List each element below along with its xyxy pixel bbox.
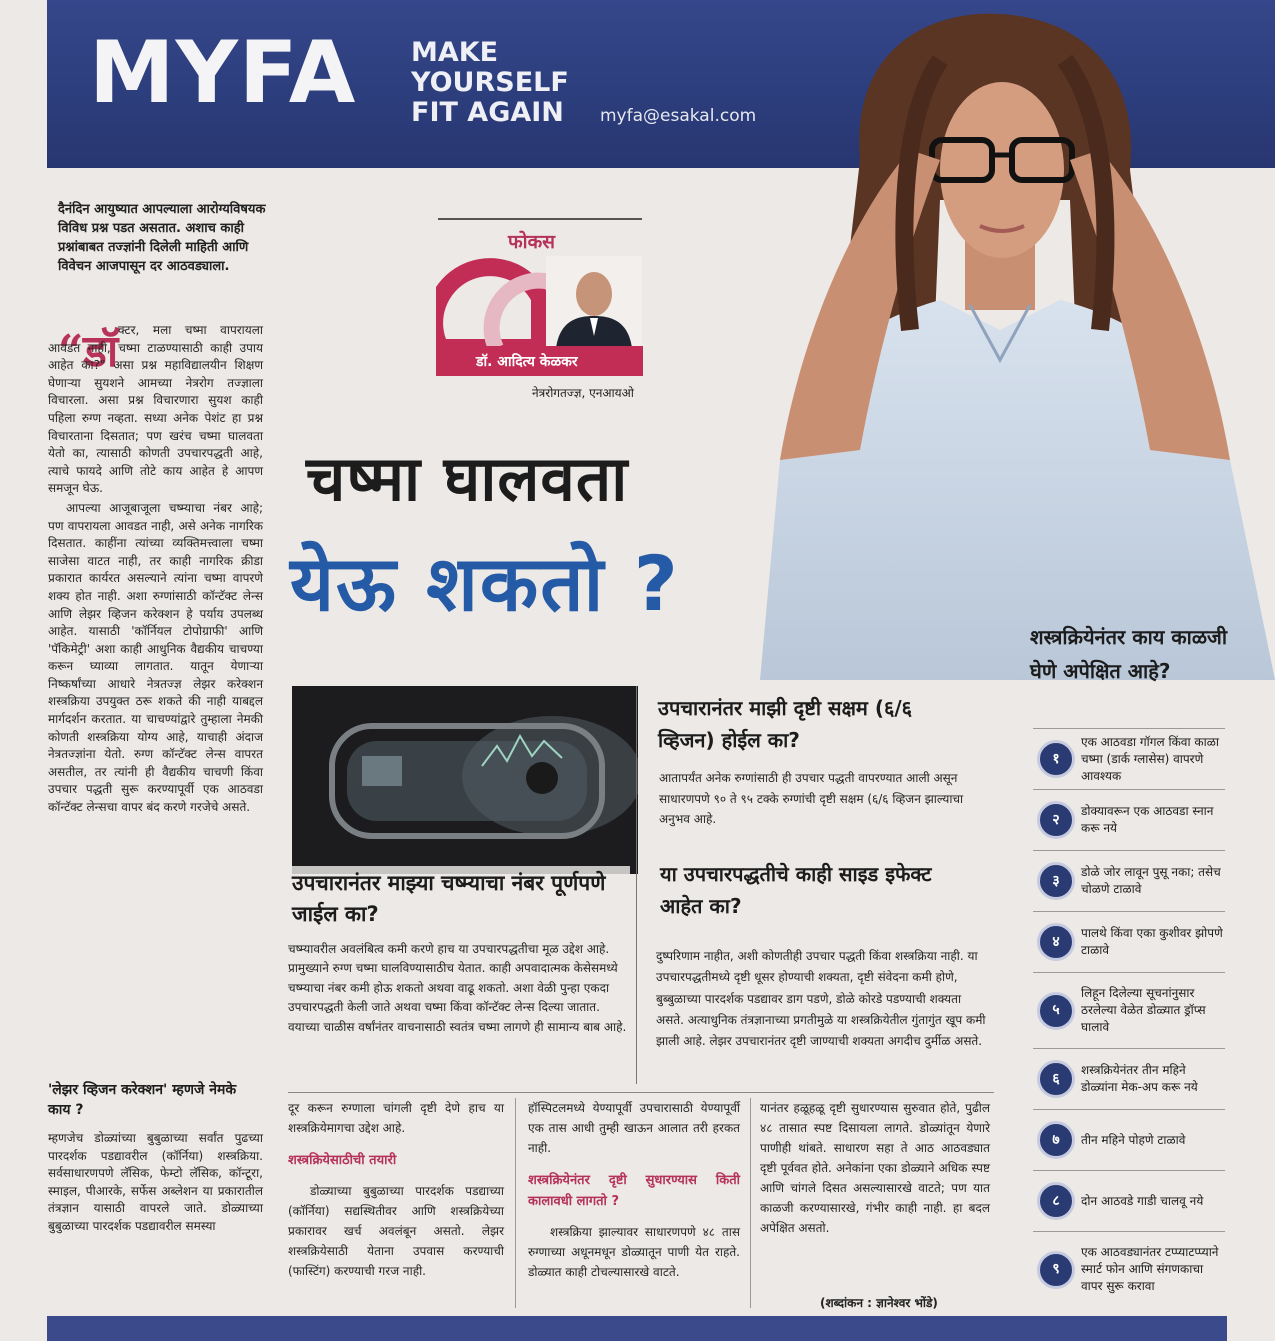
- author-name: डॉ. आदित्य केळकर: [436, 346, 643, 376]
- tip-number-badge: ९: [1037, 1251, 1075, 1289]
- tip-number-badge: ४: [1037, 923, 1075, 961]
- brand-logo: MYFA: [89, 23, 357, 123]
- focus-label: फोकस: [508, 231, 556, 253]
- tip-number-badge: ६: [1037, 1060, 1075, 1098]
- bottom-text: हॉस्पिटलमध्ये येण्यापूर्वी उपचारासाठी येण्यापूर्वी एक तास आधी तुम्ही खाऊन आलात तरी हरकत नाही.: [528, 1101, 740, 1155]
- tip-text: लिहून दिलेल्या सूचनांनुसार ठरलेल्या वेळेत डोळ्यात ड्रॉप्स घालावे: [1081, 986, 1206, 1034]
- tip-number-badge: ७: [1037, 1121, 1075, 1159]
- left-paragraph: आपल्या आजूबाजूला चष्म्याचा नंबर आहे; पण वापरायला आवडत नाही, असे अनेक नागरिक दिसतात. काहींना त्यांच्या व्यक्तिमत्त्वाला चष्मा साजेसा वाटत नाही, तर काही नागरिक क्रीडा प्रकारात कार्यरत असल्याने त्यांना चष्मा वापरणे शक्य होत नाही. अशा रुग्णांसाठी कॉन्टॅक्ट लेन्स आणि लेझर व्हिजन करेक्शन हे पर्याय उपलब्ध आहेत. यासाठी 'कॉर्नियल टोपोग्राफी' आणि 'पॅकिमेट्री' अशा काही आधुनिक वैद्यकीय चाचण्या करून घ्याव्या लागतात. यातून येणाऱ्या निष्कर्षांच्या आधारे नेत्रतज्ज्ञ लेझर करेक्शन शस्त्रक्रिया उपयुक्त ठरू शकते की नाही याबद्दल मार्गदर्शन करतात. या चाचण्यांद्वारे तुम्हाला नेमकी कोणती शस्त्रक्रिया योग्य आहे, याचाही अंदाज नेत्रतज्ज्ञांना येतो. रुग्ण कॉन्टॅक्ट लेन्स वापरत असतील, तर त्यांनी ही वैद्यकीय चाचणी किंवा उपचार पद्धती सुरू करण्यापूर्वी एक आठवडा कॉन्टॅक्ट लेन्सचा वापर बंद करणे गरजेचे असते.: [48, 500, 263, 815]
- care-tip: [1033, 1048, 1225, 1109]
- tagline-line: FIT AGAIN: [411, 97, 564, 128]
- care-tip: [1033, 1231, 1225, 1307]
- tip-number-badge: १: [1037, 740, 1075, 778]
- tip-text: पालथे किंवा एका कुशीवर झोपणे टाळावे: [1081, 926, 1223, 957]
- tip-number-badge: २: [1037, 801, 1075, 839]
- drop-cap-quote: “डॉ: [58, 326, 119, 377]
- tip-number-badge: ८: [1037, 1182, 1075, 1220]
- tip-text: डोळे जोर लावून पुसू नका; तसेच चोळणे टाळावे: [1081, 865, 1221, 896]
- tip-text: डोक्यावरून एक आठवडा स्नान करू नये: [1081, 804, 1214, 835]
- bottom-text: डोळ्याच्या बुबुळाच्या पारदर्शक पडद्याच्या (कॉर्निया) सद्यस्थितीवर आणि शस्त्रक्रियेच्या प्रकारावर खर्च अवलंबून असतो. लेझर शस्त्रक्रियेसाठी येताना उपवास करण्याची (फास्टिंग) करण्याची गरज नाही.: [288, 1184, 504, 1278]
- byline-credit: (शब्दांकन : ज्ञानेश्वर भोंडे): [820, 1296, 938, 1310]
- left-subtext: म्हणजेच डोळ्यांच्या बुबुळाच्या सर्वांत पुढच्या पारदर्शक पडद्यावरील (कॉर्निया) शस्त्रक्रिया. सर्वसाधारणपणे लॅसिक, फेम्टो लॅसिक, कॉन्टूरा, स्माइल, पीआरके, सर्फेस अब्लेशन या प्रकारातील तंत्रज्ञान यासाठी वापरले जाते. डोळ्याच्या बुबुळाच्या पारदर्शक पडद्यावरील समस्या: [48, 1131, 263, 1233]
- contact-email[interactable]: myfa@esakal.com: [600, 106, 757, 126]
- bottom-text: शस्त्रक्रिया झाल्यावर साधारणपणे ४८ तास रुग्णाच्या अधूनमधून डोळ्यातून पाणी येत राहते. डोळ्यात काही टोचल्यासारखे वाटते.: [528, 1225, 740, 1279]
- tip-text: दोन आठवडे गाडी चालवू नये: [1081, 1193, 1204, 1208]
- care-tip: [1033, 728, 1225, 789]
- tip-text: तीन महिने पोहणे टाळावे: [1081, 1132, 1186, 1147]
- left-subheading: 'लेझर व्हिजन करेक्शन' म्हणजे नेमके काय ?: [48, 1082, 237, 1118]
- care-tip: [1033, 789, 1225, 850]
- care-tip: [1033, 972, 1225, 1048]
- tagline-line: YOURSELF: [411, 67, 569, 98]
- question-2-answer: आतापर्यंत अनेक रुग्णांसाठी ही उपचार पद्धती वापरण्यात आली असून साधारणपणे ९० ते ९५ टक्के रुग्णांची दृष्टी सक्षम (६/६ व्हिजन झाल्याचा अनुभव आहे.: [659, 771, 964, 826]
- tip-text: एक आठवड्यानंतर टप्प्याटप्प्याने स्मार्ट फोन आणि संगणकाचा वापर सुरू करावा: [1081, 1245, 1219, 1293]
- question-1-answer: चष्म्यावरील अवलंबित्व कमी करणे हाच या उपचारपद्धतीचा मूळ उद्देश आहे. प्रामुख्याने रुग्ण चष्मा घालविण्यासाठीच येतात. काही अपवादात्मक केसेसमध्ये चष्म्याचा नंबर कमी होऊ शकतो अथवा वाढू शकतो. अशा वेळी पुन्हा एकदा उपचारपद्धती केली जाते अथवा चष्मा किंवा कॉन्टॅक्ट लेन्स दिल्या जातात. वयाच्या चाळीस वर्षांनंतर वाचनासाठी स्वतंत्र चष्मा लागणे ही सामान्य बाब आहे.: [288, 942, 627, 1034]
- tagline: [411, 38, 569, 128]
- tip-number-badge: ५: [1037, 992, 1075, 1030]
- care-tip: [1033, 911, 1225, 972]
- intro-blurb: दैनंदिन आयुष्यात आपल्याला आरोग्यविषयक विविध प्रश्न पडत असतात. अशाच काही प्रश्नांबाबत तज्ज्ञांनी दिलेली माहिती आणि विवेचन आजपासून दर आठवड्याला.: [58, 202, 266, 274]
- column-divider: [636, 686, 637, 1084]
- headline-line-1: चष्मा घालवता: [306, 442, 629, 515]
- question-2-heading: उपचारानंतर माझी दृष्टी सक्षम (६/६ व्हिजन) होईल का?: [658, 696, 913, 752]
- headline-line-2: येऊ शकतो ?: [290, 539, 680, 628]
- woman-with-glasses-image: [740, 0, 1275, 680]
- focus-author-box: [436, 218, 646, 408]
- author-photo: [546, 256, 642, 348]
- bottom-column-2: [528, 1098, 740, 1282]
- bottom-column-1: [288, 1098, 504, 1281]
- tip-number-badge: ३: [1037, 862, 1075, 900]
- section-divider: [288, 1092, 994, 1093]
- column-divider: [515, 1098, 516, 1308]
- question-1-heading: उपचारानंतर माझ्या चष्म्याचा नंबर पूर्णपणे जाईल का?: [290, 866, 630, 930]
- column-divider: [750, 1098, 751, 1308]
- care-tip: [1033, 1170, 1225, 1231]
- care-tips-list: [1033, 728, 1225, 1307]
- bottom-subheading: शस्त्रक्रियेसाठीची तयारी: [288, 1153, 397, 1168]
- care-tip: [1033, 1109, 1225, 1170]
- bottom-subheading: शस्त्रक्रियेनंतर दृष्टी सुधारण्यास किती कालावधी लागतो ?: [528, 1173, 740, 1209]
- bottom-text: यानंतर हळूहळू दृष्टी सुधारण्यास सुरुवात होते, पुढील ४८ तासात स्पष्ट दिसायला लागते. डोळ्यांतून येणारे पाणीही थांबते. साधारण सहा ते आठ आठवड्यात दृष्टी पूर्ववत होते. अनेकांना एका डोळ्याने अधिक स्पष्ट आणि चांगले दिसत असल्यासारखे वाटते; पण यात काळजी करण्यासारखे, गंभीर काही नाही. हा बदल अपेक्षित असतो.: [760, 1101, 990, 1235]
- author-role: नेत्ररोगतज्ज्ञ, एनआयओ: [532, 386, 634, 400]
- footer-bar: [47, 1316, 1227, 1341]
- bottom-column-3: [760, 1098, 990, 1238]
- tip-text: शस्त्रक्रियेनंतर तीन महिने डोळ्यांना मेक-अप करू नये: [1081, 1063, 1198, 1094]
- tip-text: एक आठवडा गॉगल किंवा काळा चष्मा (डार्क ग्लासेस) वापरणे आवश्यक: [1081, 734, 1219, 783]
- sidebar-title: शस्त्रक्रियेनंतर काय काळजी घेणे अपेक्षित आहे?: [1030, 625, 1228, 683]
- left-paragraph: क्टर, मला चष्मा वापरायला आवडत नाही, चष्मा टाळण्यासाठी काही उपाय आहेत का?" असा प्रश्न महाविद्यालयीन शिक्षण घेणाऱ्या सुयशने आमच्या नेत्ररोग तज्ज्ञाला विचारला. असा प्रश्न विचारणारा सुयश काही पहिला रुग्ण नव्हता. सध्या अनेक पेशंट हा प्रश्न विचारताना दिसतात; पण खरंच चष्मा घालवता येतो का, त्यासाठी कोणती उपचारपद्धती आहे, त्याचे फायदे आणि तोटे काय आहेत हे आपण समजून घेऊ.: [48, 323, 263, 496]
- care-tip: [1033, 850, 1225, 911]
- question-3-heading: या उपचारपद्धतीचे काही साइड इफेक्ट आहेत का?: [660, 862, 932, 918]
- question-3-answer: दुष्परिणाम नाहीत, अशी कोणतीही उपचार पद्धती किंवा शस्त्रक्रिया नाही. या उपचारपद्धतीमध्ये दृष्टी धूसर होण्याची शक्यता, दृष्टी संवेदना कमी होणे, बुब्बुळाच्या पारदर्शक पडद्यावर डाग पडणे, डोळे कोरडे पडण्याची शक्यता असते. अत्याधुनिक तंत्रज्ञानाच्या प्रगतीमुळे या शस्त्रक्रियेतील गुंतागुंत खूप कमी झाली आहे. लेझर उपचारानंतर दृष्टी जाण्याची शक्यता अगदीच दुर्मीळ असते.: [656, 949, 986, 1049]
- bottom-text: दूर करून रुग्णाला चांगली दृष्टी देणे हाच या शस्त्रक्रियेमागचा उद्देश आहे.: [288, 1101, 504, 1135]
- eye-glasses-photo: [292, 686, 638, 874]
- tagline-line: MAKE: [411, 37, 499, 68]
- left-column-body: [48, 322, 263, 819]
- focus-rule: [438, 218, 642, 220]
